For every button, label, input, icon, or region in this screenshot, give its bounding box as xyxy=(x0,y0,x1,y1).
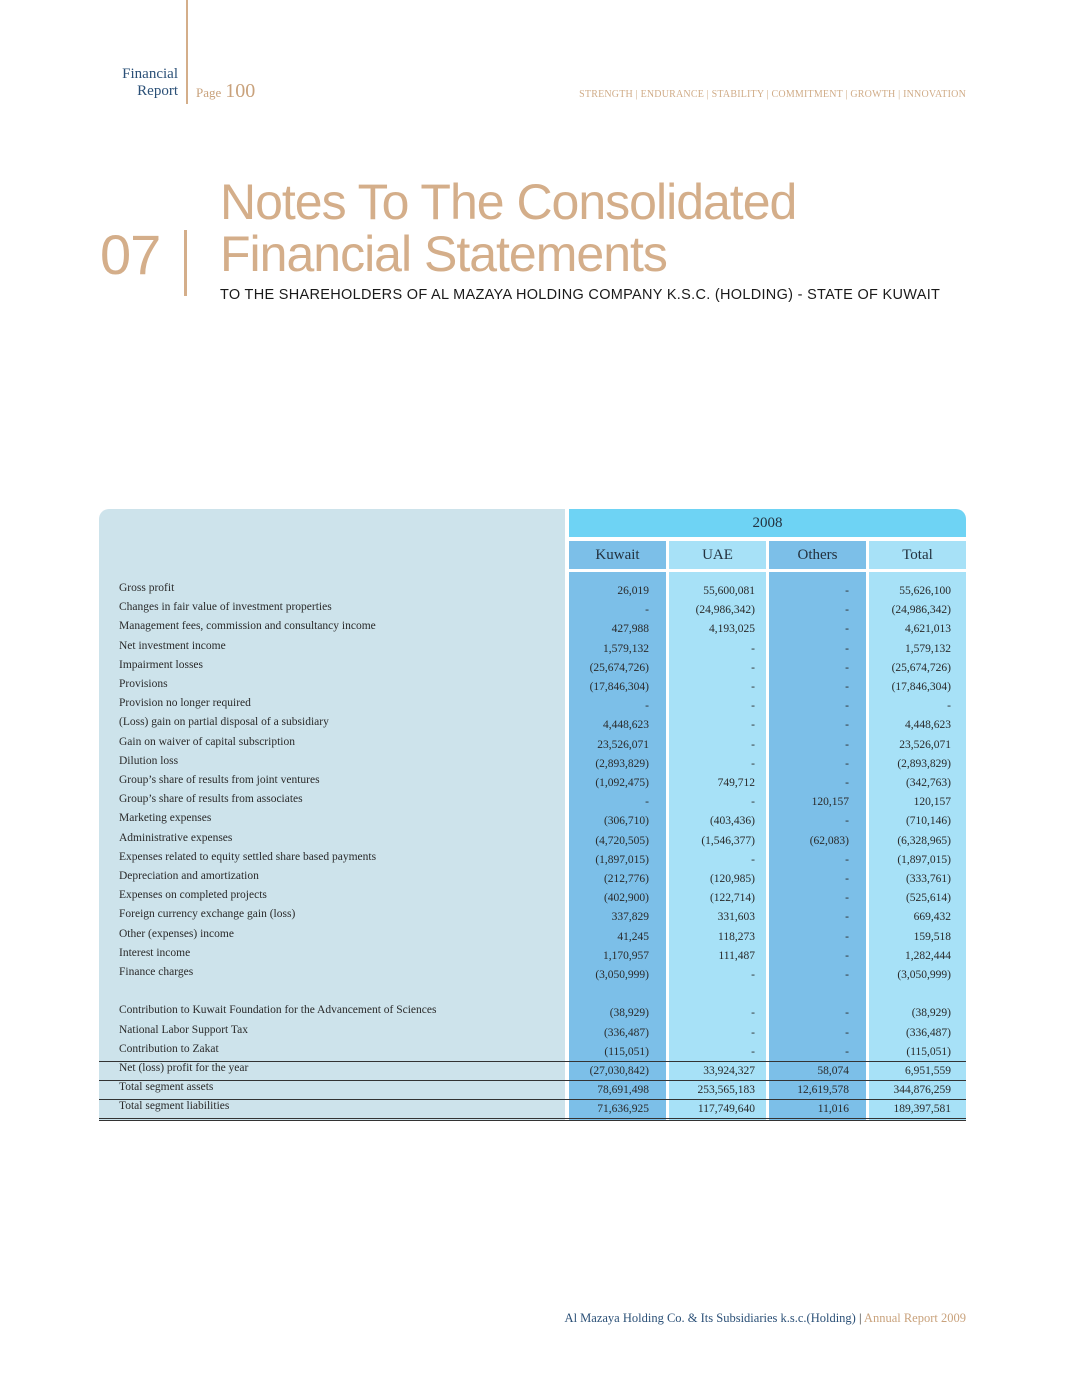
table-row xyxy=(99,639,966,658)
cell-others: - xyxy=(845,777,849,789)
cell-others: - xyxy=(845,815,849,827)
rule-total-liabilities xyxy=(99,1099,966,1100)
row-label: Other (expenses) income xyxy=(119,928,234,940)
cell-others: - xyxy=(845,604,849,616)
table-row xyxy=(99,619,966,638)
table-row xyxy=(99,773,966,792)
cell-kuwait: 41,245 xyxy=(617,931,649,943)
cell-kuwait: (336,487) xyxy=(603,1027,649,1039)
page-footer xyxy=(565,1311,966,1326)
cell-others: 12,619,578 xyxy=(797,1084,849,1096)
cell-total: (25,674,726) xyxy=(891,662,951,674)
footer-company: Al Mazaya Holding Co. & Its Subsidiaries k.s.c.(Holding) xyxy=(564,1311,856,1325)
cell-others: 120,157 xyxy=(811,796,849,808)
cell-kuwait: 4,448,623 xyxy=(603,719,649,731)
cell-kuwait: 1,170,957 xyxy=(603,950,649,962)
section-line1: Financial xyxy=(122,66,178,82)
cell-total: (525,614) xyxy=(905,892,951,904)
cell-kuwait: 23,526,071 xyxy=(597,739,649,751)
cell-total: (333,761) xyxy=(905,873,951,885)
row-label: Total segment assets xyxy=(119,1081,214,1093)
cell-others: - xyxy=(845,719,849,731)
cell-kuwait: 71,636,925 xyxy=(597,1103,649,1115)
cell-uae: - xyxy=(751,1007,755,1019)
row-label: Depreciation and amortization xyxy=(119,870,259,882)
title-line2: Financial Statements xyxy=(220,226,667,282)
section-line2: Report xyxy=(137,83,178,99)
cell-uae: - xyxy=(751,662,755,674)
row-label: Provisions xyxy=(119,678,168,690)
table-row xyxy=(99,1080,966,1099)
cell-kuwait: (1,897,015) xyxy=(595,854,649,866)
row-label: Gain on waiver of capital subscription xyxy=(119,736,295,748)
cell-kuwait: (38,929) xyxy=(609,1007,649,1019)
cell-others: - xyxy=(845,854,849,866)
cell-total: 120,157 xyxy=(913,796,951,808)
cell-uae: - xyxy=(751,1027,755,1039)
table-row xyxy=(99,792,966,811)
cell-total: (342,763) xyxy=(905,777,951,789)
table-row xyxy=(99,927,966,946)
cell-uae: - xyxy=(751,1046,755,1058)
cell-others: - xyxy=(845,969,849,981)
table-row xyxy=(99,965,966,984)
cell-others: - xyxy=(845,643,849,655)
row-label: Net (loss) profit for the year xyxy=(119,1062,249,1074)
cell-uae: 55,600,081 xyxy=(703,585,755,597)
cell-total: 159,518 xyxy=(913,931,951,943)
cell-total: 189,397,581 xyxy=(893,1103,951,1115)
cell-uae: - xyxy=(751,643,755,655)
cell-others: - xyxy=(845,623,849,635)
table-row xyxy=(99,600,966,619)
cell-total: (24,986,342) xyxy=(891,604,951,616)
table-row xyxy=(99,811,966,830)
column-header-others: Others xyxy=(769,541,866,569)
cell-total: (710,146) xyxy=(905,815,951,827)
cell-uae: 118,273 xyxy=(718,931,755,943)
header-divider xyxy=(186,0,188,104)
cell-uae: - xyxy=(751,700,755,712)
rule-total-assets xyxy=(99,1080,966,1081)
cell-kuwait: - xyxy=(645,796,649,808)
cell-others: 11,016 xyxy=(817,1103,849,1115)
row-label: Foreign currency exchange gain (loss) xyxy=(119,908,296,920)
cell-kuwait: (27,030,842) xyxy=(589,1065,649,1077)
title-line1: Notes To The Consolidated xyxy=(220,174,797,230)
cell-others: - xyxy=(845,681,849,693)
chapter-number: 07 xyxy=(100,223,161,286)
cell-uae: - xyxy=(751,854,755,866)
table-row xyxy=(99,735,966,754)
cell-others: - xyxy=(845,662,849,674)
row-label: Finance charges xyxy=(119,966,194,978)
cell-uae: (120,985) xyxy=(709,873,755,885)
cell-total: 6,951,559 xyxy=(905,1065,951,1077)
cell-kuwait: 78,691,498 xyxy=(597,1084,649,1096)
cell-uae: 111,487 xyxy=(718,950,755,962)
row-label: Dilution loss xyxy=(119,755,179,767)
cell-others: - xyxy=(845,931,849,943)
cell-total: (6,328,965) xyxy=(897,835,951,847)
cell-kuwait: (212,776) xyxy=(603,873,649,885)
cell-others: - xyxy=(845,873,849,885)
cell-total: (2,893,829) xyxy=(897,758,951,770)
row-label: Net investment income xyxy=(119,640,226,652)
cell-uae: (1,546,377) xyxy=(701,835,755,847)
row-label: Expenses related to equity settled share based payments xyxy=(119,851,377,863)
rule-net-profit xyxy=(99,1061,966,1062)
cell-others: (62,083) xyxy=(809,835,849,847)
rule-table-end xyxy=(99,1118,966,1121)
cell-others: - xyxy=(845,1027,849,1039)
row-label: Group’s share of results from joint ventures xyxy=(119,774,320,786)
cell-kuwait: 1,579,132 xyxy=(603,643,649,655)
cell-kuwait: - xyxy=(645,604,649,616)
table-row xyxy=(99,715,966,734)
cell-kuwait: (1,092,475) xyxy=(595,777,649,789)
table-row xyxy=(99,1023,966,1042)
table-row xyxy=(99,581,966,600)
table-row xyxy=(99,658,966,677)
table-row xyxy=(99,1003,966,1022)
row-label: Expenses on completed projects xyxy=(119,889,267,901)
row-label: (Loss) gain on partial disposal of a subsidiary xyxy=(119,716,329,728)
row-label: Contribution to Zakat xyxy=(119,1043,219,1055)
cell-uae: 4,193,025 xyxy=(709,623,755,635)
cell-total: 4,621,013 xyxy=(905,623,951,635)
section-name xyxy=(122,66,178,100)
column-header-uae: UAE xyxy=(669,541,766,569)
row-label: Gross profit xyxy=(119,582,175,594)
table-row xyxy=(99,850,966,869)
table-row xyxy=(99,677,966,696)
table-row xyxy=(99,696,966,715)
cell-total: 23,526,071 xyxy=(899,739,951,751)
cell-total: (1,897,015) xyxy=(897,854,951,866)
cell-uae: 331,603 xyxy=(717,911,755,923)
cell-total: (38,929) xyxy=(911,1007,951,1019)
cell-kuwait: (4,720,505) xyxy=(595,835,649,847)
column-header-total: Total xyxy=(869,541,966,569)
cell-others: - xyxy=(845,892,849,904)
table-row xyxy=(99,1061,966,1080)
footer-report: Annual Report 2009 xyxy=(863,1311,966,1325)
cell-others: 58,074 xyxy=(817,1065,849,1077)
cell-kuwait: (2,893,829) xyxy=(595,758,649,770)
page-label: Page xyxy=(196,85,222,100)
cell-kuwait: 427,988 xyxy=(611,623,649,635)
page-indicator xyxy=(196,80,255,103)
cell-kuwait: (17,846,304) xyxy=(589,681,649,693)
cell-uae: - xyxy=(751,739,755,751)
cell-others: - xyxy=(845,585,849,597)
table-row xyxy=(99,831,966,850)
table-row xyxy=(99,1042,966,1061)
cell-others: - xyxy=(845,700,849,712)
cell-total: - xyxy=(947,700,951,712)
cell-total: 55,626,100 xyxy=(899,585,951,597)
cell-total: 1,579,132 xyxy=(905,643,951,655)
cell-uae: (403,436) xyxy=(709,815,755,827)
cell-total: 669,432 xyxy=(913,911,951,923)
page-subtitle: TO THE SHAREHOLDERS OF AL MAZAYA HOLDING COMPANY K.S.C. (HOLDING) - STATE OF KUWAIT xyxy=(220,287,941,303)
cell-total: 344,876,259 xyxy=(893,1084,951,1096)
cell-kuwait: (115,051) xyxy=(604,1046,649,1058)
cell-kuwait: (3,050,999) xyxy=(595,969,649,981)
table-row xyxy=(99,869,966,888)
row-label: Total segment liabilities xyxy=(119,1100,230,1112)
cell-total: (115,051) xyxy=(906,1046,951,1058)
cell-total: 4,448,623 xyxy=(905,719,951,731)
cell-others: - xyxy=(845,1007,849,1019)
cell-others: - xyxy=(845,1046,849,1058)
cell-uae: 253,565,183 xyxy=(697,1084,755,1096)
row-label: Changes in fair value of investment properties xyxy=(119,601,332,613)
cell-total: (17,846,304) xyxy=(891,681,951,693)
cell-uae: (24,986,342) xyxy=(695,604,755,616)
cell-kuwait: 337,829 xyxy=(611,911,649,923)
cell-others: - xyxy=(845,739,849,751)
cell-others: - xyxy=(845,950,849,962)
row-label: Provision no longer required xyxy=(119,697,251,709)
cell-uae: 117,749,640 xyxy=(697,1103,755,1115)
cell-uae: - xyxy=(751,969,755,981)
row-label: Contribution to Kuwait Foundation for the Advancement of Sciences xyxy=(119,1004,437,1016)
row-label: Management fees, commission and consultancy income xyxy=(119,620,376,632)
cell-uae: 749,712 xyxy=(717,777,755,789)
table-row xyxy=(99,888,966,907)
row-label: Administrative expenses xyxy=(119,832,233,844)
table-row xyxy=(99,907,966,926)
table-row xyxy=(99,754,966,773)
cell-uae: - xyxy=(751,719,755,731)
cell-kuwait: (306,710) xyxy=(603,815,649,827)
row-label: Group’s share of results from associates xyxy=(119,793,303,805)
page-number: 100 xyxy=(225,80,256,102)
cell-others: - xyxy=(845,911,849,923)
cell-total: 1,282,444 xyxy=(905,950,951,962)
table-row xyxy=(99,946,966,965)
cell-total: (3,050,999) xyxy=(897,969,951,981)
row-label: National Labor Support Tax xyxy=(119,1024,248,1036)
row-label: Impairment losses xyxy=(119,659,203,671)
cell-others: - xyxy=(845,758,849,770)
column-header-kuwait: Kuwait xyxy=(569,541,666,569)
cell-kuwait: 26,019 xyxy=(617,585,649,597)
row-label: Marketing expenses xyxy=(119,812,212,824)
header-tagline: STRENGTH | ENDURANCE | STABILITY | COMMITMENT | GROWTH | INNOVATION xyxy=(579,89,966,100)
year-header: 2008 xyxy=(569,509,966,537)
cell-uae: - xyxy=(751,758,755,770)
cell-kuwait: - xyxy=(645,700,649,712)
cell-uae: 33,924,327 xyxy=(703,1065,755,1077)
cell-kuwait: (402,900) xyxy=(603,892,649,904)
page-title xyxy=(220,176,796,280)
cell-kuwait: (25,674,726) xyxy=(589,662,649,674)
row-label: Interest income xyxy=(119,947,191,959)
cell-uae: - xyxy=(751,681,755,693)
cell-total: (336,487) xyxy=(905,1027,951,1039)
footer-separator: | xyxy=(858,1311,862,1325)
cell-uae: - xyxy=(751,796,755,808)
table-row xyxy=(99,1099,966,1118)
title-divider xyxy=(184,230,187,296)
cell-uae: (122,714) xyxy=(709,892,755,904)
